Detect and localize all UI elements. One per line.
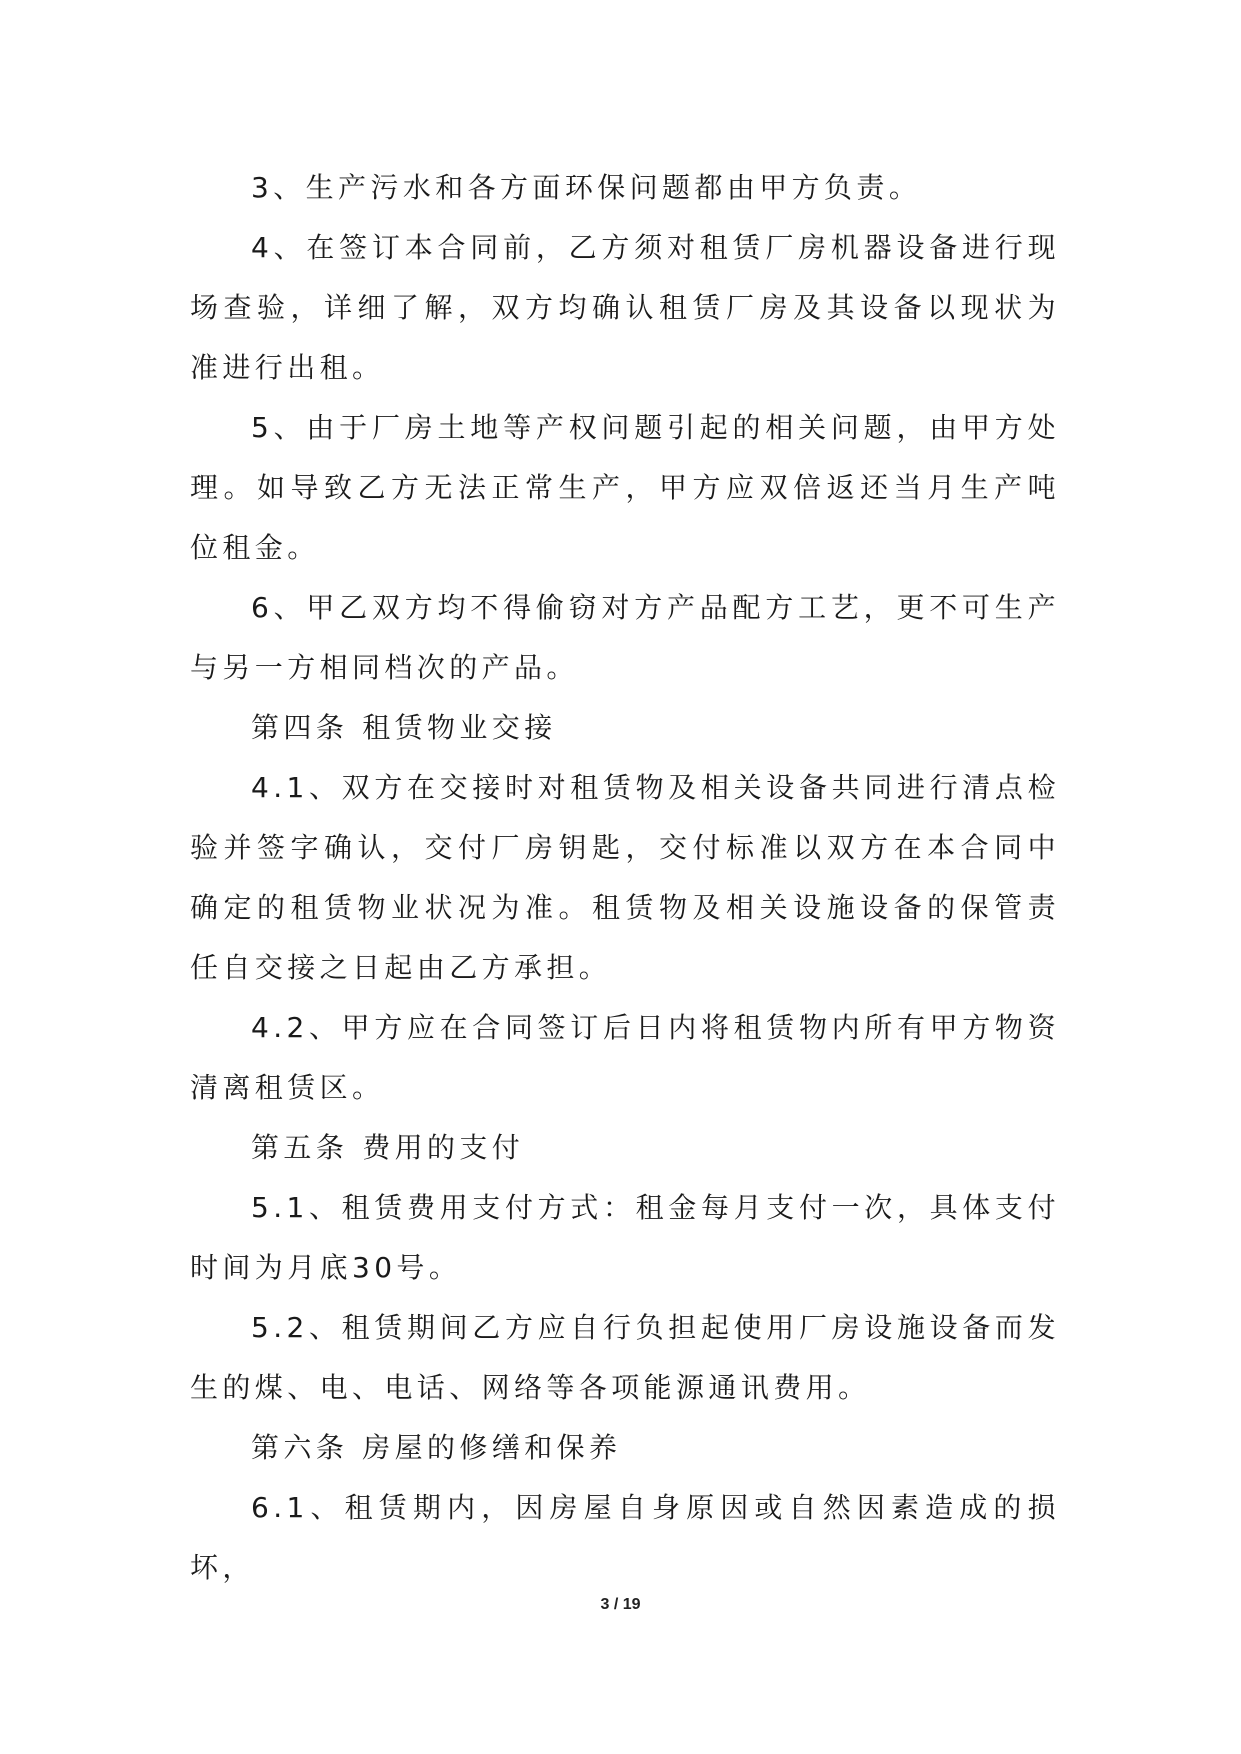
paragraph-clause-3-4: 4、在签订本合同前，乙方须对租赁厂房机器设备进行现场查验，详细了解，双方均确认租赁厂房及其设备以现状为准进行出租。 — [190, 231, 1060, 384]
document-body — [190, 158, 1060, 1598]
paragraph-clause-4-1: 4.1、双方在交接时对租赁物及相关设备共同进行清点检验并签字确认，交付厂房钥匙，交付标准以双方在本合同中确定的租赁物业状况为准。租赁物及相关设施设备的保管责任自交接之日起由乙方承担。 — [190, 771, 1060, 984]
article-4-heading — [190, 698, 1060, 758]
article-6-title: 房屋的修缮和保养 — [362, 1431, 622, 1464]
article-6-number: 第六条 — [251, 1431, 349, 1464]
page-number: 3 / 19 — [600, 1596, 641, 1613]
article-5-heading — [190, 1118, 1060, 1178]
article-5-title: 费用的支付 — [362, 1131, 525, 1164]
article-4-title: 租赁物业交接 — [362, 711, 557, 744]
article-5-number: 第五条 — [251, 1131, 349, 1164]
paragraph-clause-5-2: 5.2、租赁期间乙方应自行负担起使用厂房设施设备而发生的煤、电、电话、网络等各项能源通讯费用。 — [190, 1311, 1060, 1404]
paragraph-clause-5-1: 5.1、租赁费用支付方式：租金每月支付一次，具体支付时间为月底30号。 — [190, 1191, 1060, 1284]
article-6-heading — [190, 1418, 1060, 1478]
paragraph-clause-3-6: 6、甲乙双方均不得偷窃对方产品配方工艺，更不可生产与另一方相同档次的产品。 — [190, 591, 1060, 684]
paragraph-clause-4-2: 4.2、甲方应在合同签订后日内将租赁物内所有甲方物资清离租赁区。 — [190, 1011, 1060, 1104]
article-4-number: 第四条 — [251, 711, 349, 744]
paragraph-clause-3-3: 3、生产污水和各方面环保问题都由甲方负责。 — [251, 171, 922, 204]
paragraph-clause-3-5: 5、由于厂房土地等产权问题引起的相关问题，由甲方处理。如导致乙方无法正常生产，甲方应双倍返还当月生产吨位租金。 — [190, 411, 1060, 564]
paragraph-clause-6-1: 6.1、租赁期内，因房屋自身原因或自然因素造成的损坏， — [190, 1491, 1060, 1584]
